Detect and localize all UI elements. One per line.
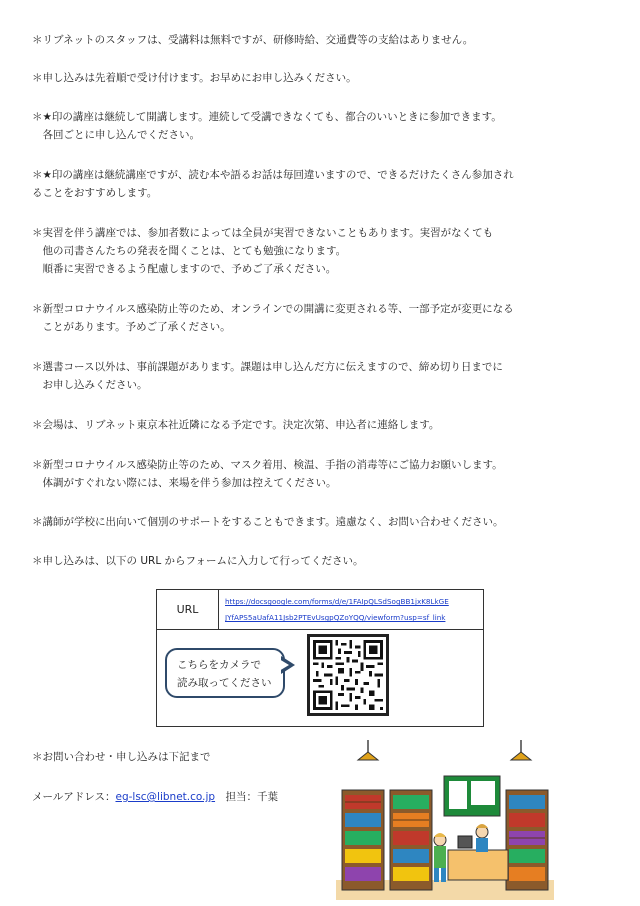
note-covid-measures: ＊新型コロナウイルス感染防止等のため、マスク着用、検温、手指の消毒等にご協力お願いします。 体調がすぐれない際には、来場を伴う参加は控えてください。 xyxy=(32,459,503,489)
form-url-line-2[interactable]: JYfAPS5aUafA11Jsb2PTEvUsgpQZoYQQ/viewform?usp=sf_link xyxy=(225,613,446,622)
note-practice: ＊実習を伴う講座では、参加者数によっては全員が実習できないこともあります。実習がなくても 他の司書さんたちの発表を聞くことは、とても勉強になります。 順番に実習できるよう配慮しますので、予めご了承ください。 xyxy=(32,227,494,275)
contact-person: 担当：千葉 xyxy=(215,791,279,803)
url-label: URL xyxy=(157,590,219,630)
application-url-box xyxy=(156,589,484,727)
camera-speech-bubble xyxy=(165,648,285,698)
note-apply-url: ＊申し込みは、以下の URL からフォームに入力して行ってください。 xyxy=(32,555,364,567)
note-star-recommend: ＊★印の講座は継続講座ですが、読む本や語るお話は毎回違いますので、できるだけたくさん参加され ることをおすすめします。 xyxy=(32,169,514,199)
note-staff-fee: ＊リブネットのスタッフは、受講料は無料ですが、研修時給、交通費等の支給はありません。 xyxy=(32,34,474,46)
bubble-text-line-2: 読み取ってください xyxy=(177,677,272,689)
contact-line xyxy=(32,788,278,806)
contact-heading: ＊お問い合わせ・申し込みは下記まで xyxy=(32,751,211,763)
mail-label: メールアドレス： xyxy=(32,791,116,803)
form-url-line-1[interactable]: https://docsgoogle.com/forms/d/e/1FAIpQLSdSogBB1jxK8LkGE xyxy=(225,597,449,606)
mail-address-link[interactable]: eg-lsc@libnet.co.jp xyxy=(115,791,216,803)
note-assignment: ＊選書コース以外は、事前課題があります。課題は申し込んだ方に伝えますので、締め切り日までに お申し込みください。 xyxy=(32,361,503,391)
note-venue: ＊会場は、リブネット東京本社近隣になる予定です。決定次第、申込者に連絡します。 xyxy=(32,419,440,431)
note-first-come: ＊申し込みは先着順で受け付けます。お早めにお申し込みください。 xyxy=(32,72,357,84)
note-star-continuous: ＊★印の講座は継続して開講します。連続して受講できなくても、都合のいいときに参加できます。 各回ごとに申し込んでください。 xyxy=(32,111,502,141)
note-school-support: ＊講師が学校に出向いて個別のサポートをすることもできます。遠慮なく、お問い合わせください。 xyxy=(32,516,504,528)
library-illustration xyxy=(336,740,554,900)
qr-code-icon[interactable] xyxy=(307,634,389,716)
note-online-change: ＊新型コロナウイルス感染防止等のため、オンラインでの開講に変更される等、一部予定が変更になる ことがあります。予めご了承ください。 xyxy=(32,303,514,333)
url-cell xyxy=(219,590,483,630)
bubble-text-line-1: こちらをカメラで xyxy=(177,659,261,671)
